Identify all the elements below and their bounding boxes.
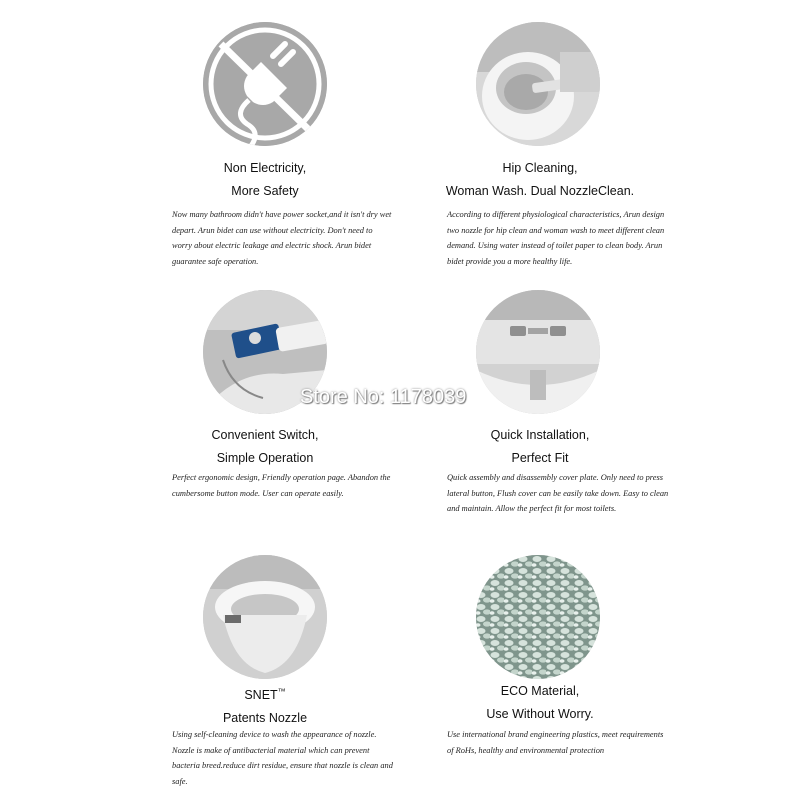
nozzle-photo	[476, 22, 600, 146]
feature-title: Convenient Switch, Simple Operation	[211, 428, 319, 465]
feature-description: Perfect ergonomic design, Friendly operation page. Abandon the cumbersome button mode. User can operate easily.	[172, 473, 391, 498]
feature-description: According to different physiological characteristics, Arun design two nozzle for hip clean and woman wash to meet different clean demand. Using water instead of toilet paper to clean body. Arun bidet provide you a more healthy life.	[447, 210, 665, 266]
feature-description: Now many bathroom didn't have power socket,and it isn't dry wet depart. Arun bidet can use without electricity. Don't need to worry about electric leakage and electric shock. Arun bidet guarantee safe operation.	[172, 210, 392, 266]
feature-hip-cleaning	[400, 0, 800, 265]
feature-eco-material	[400, 533, 800, 798]
toilet-bowl-photo	[203, 555, 327, 679]
feature-description: Using self-cleaning device to wash the appearance of nozzle. Nozzle is make of antibacterial material which can prevent bacteria breed.reduce dirt residue, ensure that nozzle is clean and safe.	[172, 730, 393, 786]
feature-patents-nozzle	[0, 533, 400, 798]
store-watermark: Store No: 1178039	[300, 386, 467, 408]
feature-title: ECO Material, Use Without Worry.	[486, 684, 594, 721]
feature-non-electricity	[0, 0, 400, 265]
no-plug-icon	[203, 22, 327, 146]
feature-title: Non Electricity, More Safety	[223, 161, 307, 198]
feature-title: SNET™ Patents Nozzle	[222, 687, 308, 726]
feature-title: Quick Installation, Perfect Fit	[490, 428, 590, 465]
feature-description: Use international brand engineering plastics, meet requirements of RoHs, healthy and environmental protection	[447, 730, 664, 755]
feature-title: Hip Cleaning, Woman Wash. Dual NozzleClean.	[445, 161, 635, 198]
feature-description: Quick assembly and disassembly cover plate. Only need to press lateral button, Flush cover can be easily take down. Easy to clean and maintain. Allow the perfect fit for most toilets.	[447, 473, 669, 513]
plastic-pellets-photo	[476, 555, 600, 679]
